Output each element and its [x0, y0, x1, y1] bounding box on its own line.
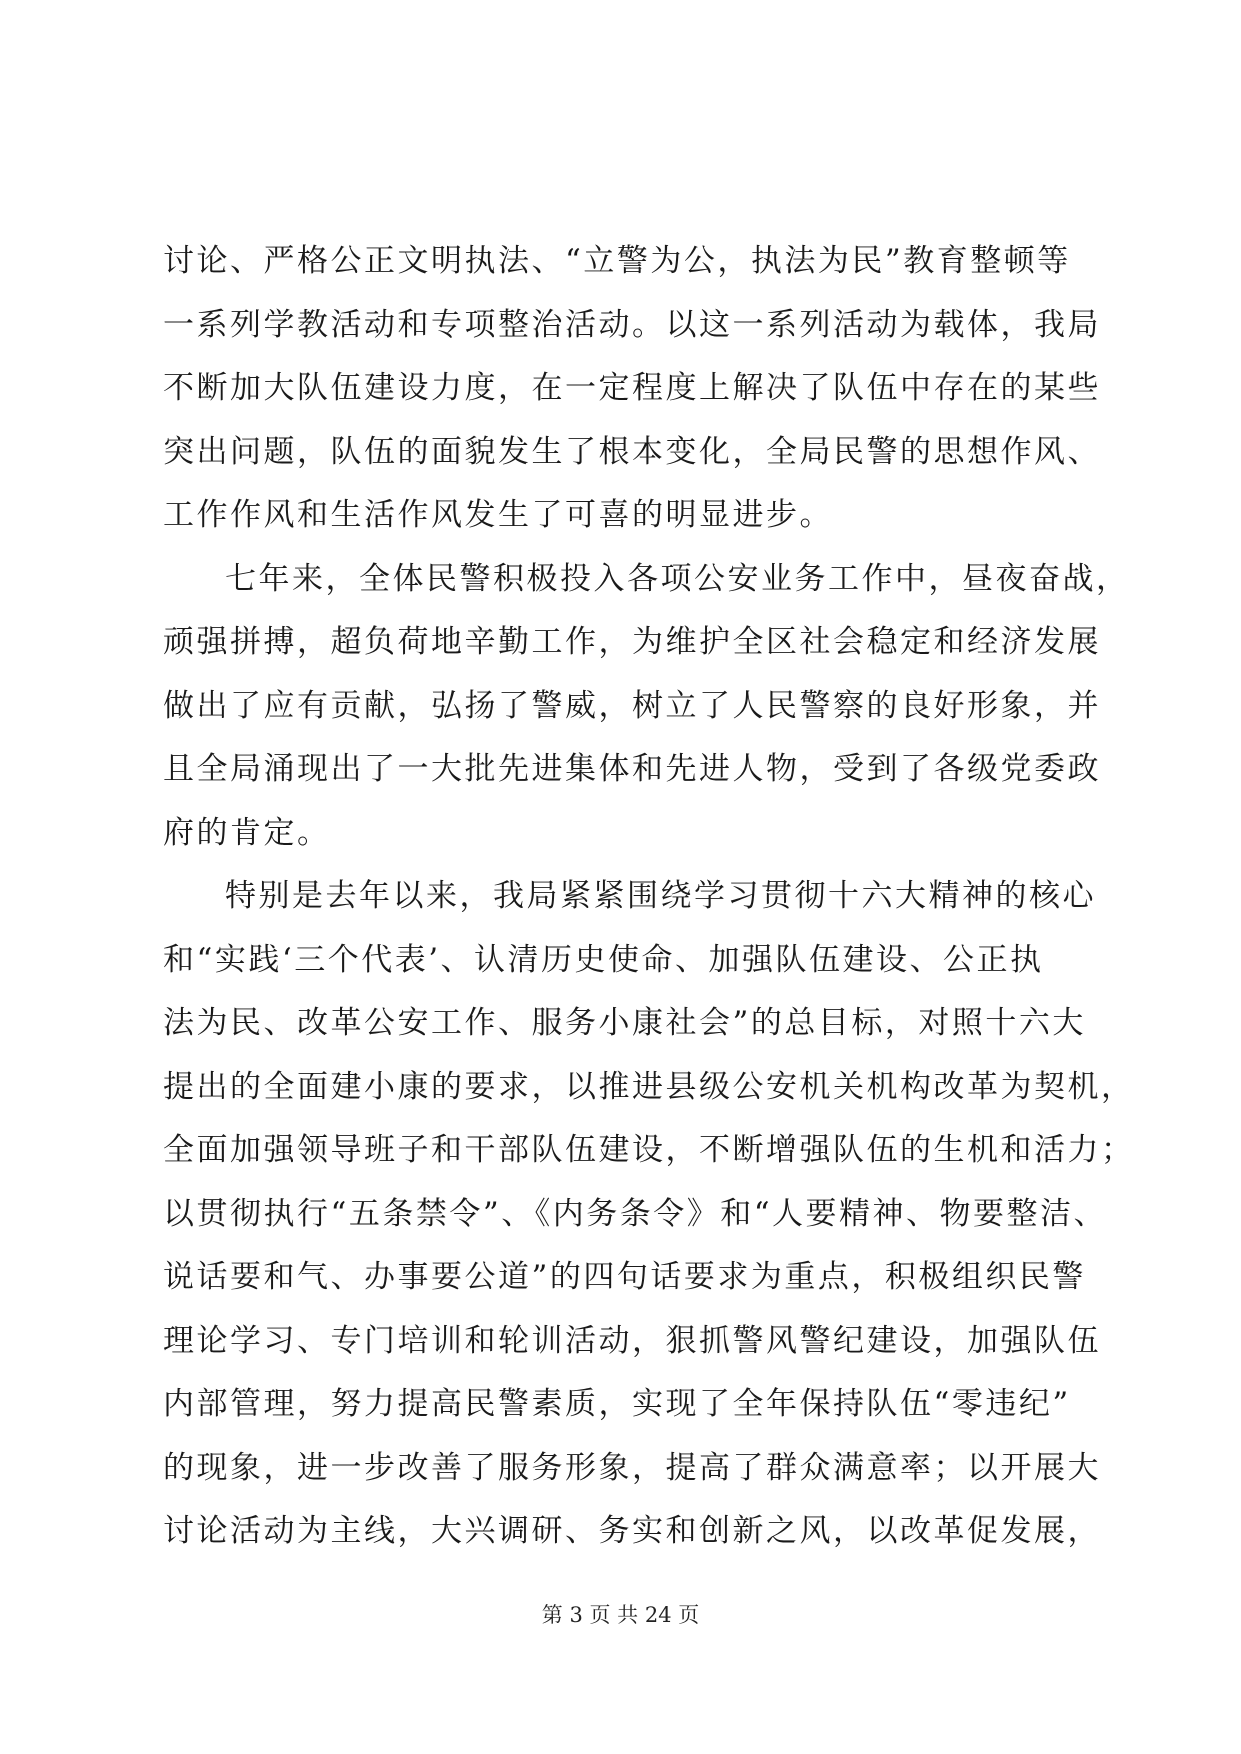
paragraph-first-line: 七年来，全体民警积极投入各项公安业务工作中，昼夜奋战， [225, 560, 1130, 597]
text-line: 内部管理，努力提高民警素质，实现了全年保持队伍“零违纪” [163, 1386, 1071, 1422]
text-line: 不断加大队伍建设力度，在一定程度上解决了队伍中存在的某些 [163, 370, 1101, 406]
text-line: 讨论、严格公正文明执法、“立警为公，执法为民”教育整顿等 [163, 243, 1071, 279]
text-line: 全面加强领导班子和干部队伍建设，不断增强队伍的生机和活力； [163, 1132, 1135, 1168]
text-line: 和“实践‘三个代表’、认清历史使命、加强队伍建设、公正执 [163, 941, 1044, 978]
text-line: 府的肯定。 [163, 814, 331, 851]
text-line: 且全局涌现出了一大批先进集体和先进人物，受到了各级党委政 [163, 751, 1101, 787]
text-line: 一系列学教活动和专项整治活动。以这一系列活动为载体，我局 [163, 306, 1101, 343]
text-line: 讨论活动为主线，大兴调研、务实和创新之风，以改革促发展， [163, 1513, 1101, 1549]
text-line: 提出的全面建小康的要求，以推进县级公安机关机构改革为契机， [163, 1068, 1135, 1105]
paragraph-first-line: 特别是去年以来，我局紧紧围绕学习贯彻十六大精神的核心 [225, 878, 1096, 914]
text-line: 说话要和气、办事要公道”的四句话要求为重点，积极组织民警 [163, 1259, 1086, 1295]
text-line: 顽强拼搏，超负荷地辛勤工作，为维护全区社会稳定和经济发展 [163, 624, 1101, 660]
text-line: 做出了应有贡献，弘扬了警威，树立了人民警察的良好形象，并 [163, 687, 1101, 724]
text-line: 工作作风和生活作风发生了可喜的明显进步。 [163, 497, 833, 533]
text-line: 突出问题，队伍的面貌发生了根本变化，全局民警的思想作风、 [163, 433, 1101, 470]
page-number-footer: 第 3 页 共 24 页 [541, 1603, 700, 1627]
document-body [163, 230, 1135, 1564]
text-line: 法为民、改革公安工作、服务小康社会”的总目标，对照十六大 [163, 1005, 1086, 1041]
text-line: 的现象，进一步改善了服务形象，提高了群众满意率；以开展大 [163, 1449, 1101, 1486]
text-line: 理论学习、专门培训和轮训活动，狠抓警风警纪建设，加强队伍 [163, 1322, 1101, 1359]
text-line: 以贯彻执行“五条禁令”、《内务条令》和“人要精神、物要整洁、 [163, 1195, 1108, 1232]
